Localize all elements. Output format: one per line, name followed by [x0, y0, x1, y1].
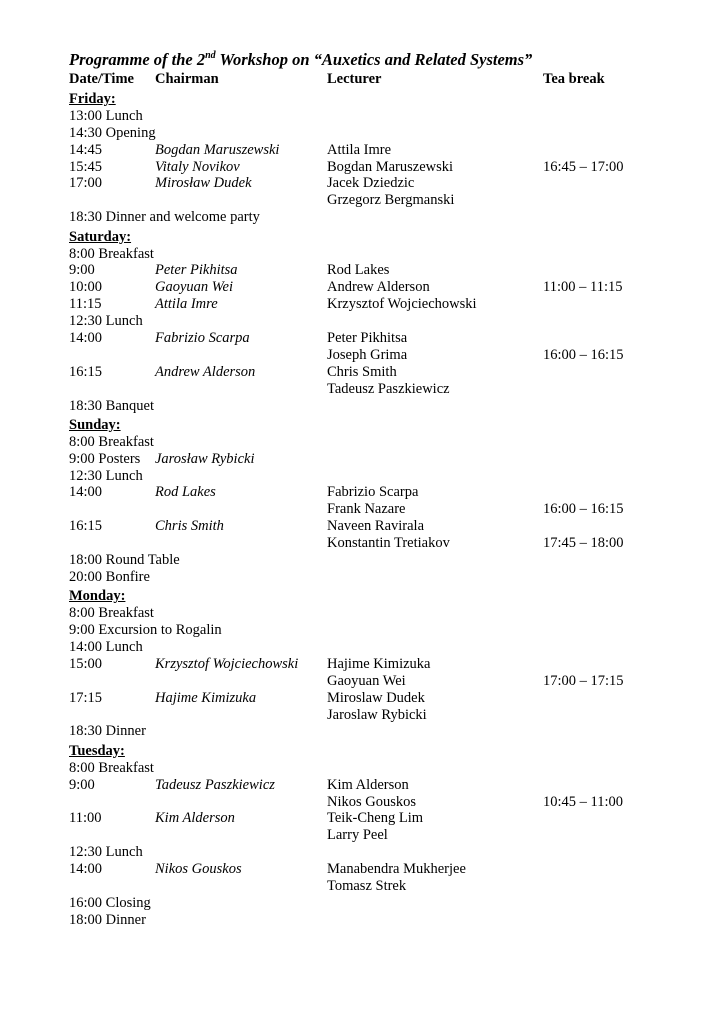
schedule-chairman: Nikos Gouskos [155, 861, 242, 878]
title-superscript: nd [205, 50, 216, 61]
schedule-row [69, 844, 689, 861]
schedule-time: 8:00 Breakfast [69, 433, 154, 450]
programme-document [69, 50, 689, 929]
day-section [69, 417, 689, 586]
schedule-chairman: Peter Pikhitsa [155, 262, 238, 279]
schedule-row [69, 912, 689, 929]
schedule-time: 8:00 Breakfast [69, 605, 154, 622]
schedule-row [69, 552, 689, 569]
header-date-time: Date/Time [69, 71, 134, 87]
schedule-row [69, 760, 689, 777]
schedule-lecturer: Jacek Dziedzic [327, 175, 415, 192]
schedule-lecturer: Tomasz Strek [327, 877, 407, 894]
day-heading: Sunday: [69, 416, 121, 433]
day-section [69, 743, 689, 929]
schedule-lecturer: Chris Smith [327, 363, 397, 380]
schedule-chairman: Attila Imre [155, 296, 218, 313]
schedule-lecturer: Naveen Ravirala [327, 518, 425, 535]
schedule-row [69, 535, 689, 552]
schedule-time: 16:00 Closing [69, 894, 151, 911]
schedule-lecturer: Miroslaw Dudek [327, 689, 425, 706]
schedule-lecturer: Krzysztof Wojciechowski [327, 296, 477, 313]
schedule-time: 9:00 [69, 776, 95, 793]
schedule-row [69, 364, 689, 381]
schedule-row [69, 777, 689, 794]
schedule-tea-break: 16:45 – 17:00 [543, 158, 624, 175]
schedule-lecturer: Bogdan Maruszewski [327, 158, 454, 175]
schedule-row [69, 159, 689, 176]
schedule-row [69, 381, 689, 398]
schedule-tea-break: 16:00 – 16:15 [543, 501, 624, 518]
schedule-lecturer: Andrew Alderson [327, 279, 430, 296]
schedule-row [69, 878, 689, 895]
schedule-row [69, 827, 689, 844]
schedule-row [69, 108, 689, 125]
schedule-row [69, 518, 689, 535]
schedule-row [69, 175, 689, 192]
schedule-lecturer: Manabendra Mukherjee [327, 861, 466, 878]
schedule-chairman: Fabrizio Scarpa [155, 329, 250, 346]
schedule-time: 14:30 Opening [69, 124, 156, 141]
schedule-row [69, 673, 689, 690]
schedule-lecturer: Rod Lakes [327, 262, 390, 279]
header-tea-break: Tea break [543, 71, 605, 87]
schedule-lecturer: Konstantin Tretiakov [327, 535, 450, 552]
schedule-time: 17:15 [69, 689, 103, 706]
schedule-chairman: Jarosław Rybicki [155, 450, 255, 467]
schedule-time: 9:00 Excursion to Rogalin [69, 622, 222, 639]
schedule-row [69, 434, 689, 451]
schedule-lecturer: Jaroslaw Rybicki [327, 706, 427, 723]
schedule-chairman: Hajime Kimizuka [155, 689, 257, 706]
schedule-row [69, 569, 689, 586]
schedule-lecturer: Fabrizio Scarpa [327, 484, 419, 501]
schedule-chairman: Krzysztof Wojciechowski [155, 655, 299, 672]
schedule-row [69, 142, 689, 159]
schedule-time: 17:00 [69, 175, 103, 192]
schedule-row [69, 723, 689, 740]
schedule-time: 18:30 Dinner [69, 723, 146, 740]
schedule-tea-break: 11:00 – 11:15 [543, 279, 623, 296]
schedule-lecturer: Peter Pikhitsa [327, 329, 408, 346]
schedule-row [69, 810, 689, 827]
schedule-row [69, 262, 689, 279]
schedule-lecturer: Joseph Grima [327, 346, 408, 363]
schedule-chairman: Bogdan Maruszewski [155, 141, 280, 158]
schedule-row [69, 639, 689, 656]
schedule-time: 14:45 [69, 141, 103, 158]
schedule-row [69, 279, 689, 296]
schedule-tea-break: 16:00 – 16:15 [543, 346, 624, 363]
schedule-time: 15:00 [69, 655, 103, 672]
header-lecturer: Lecturer [327, 71, 382, 87]
schedule-lecturer: Attila Imre [327, 141, 392, 158]
schedule-row [69, 707, 689, 724]
schedule-lecturer: Nikos Gouskos [327, 793, 417, 810]
schedule-time: 9:00 Posters [69, 450, 141, 467]
schedule-time: 9:00 [69, 262, 95, 279]
schedule-row [69, 330, 689, 347]
schedule-time: 16:15 [69, 363, 103, 380]
schedule [69, 91, 689, 929]
schedule-chairman: Andrew Alderson [155, 363, 256, 380]
day-section [69, 588, 689, 740]
schedule-lecturer: Hajime Kimizuka [327, 655, 431, 672]
schedule-time: 14:00 [69, 484, 103, 501]
schedule-time: 20:00 Bonfire [69, 568, 150, 585]
schedule-row [69, 451, 689, 468]
schedule-time: 10:00 [69, 279, 103, 296]
schedule-row [69, 484, 689, 501]
schedule-row [69, 313, 689, 330]
schedule-chairman: Rod Lakes [155, 484, 216, 501]
schedule-chairman: Kim Alderson [155, 810, 235, 827]
schedule-time: 12:30 Lunch [69, 844, 143, 861]
day-section [69, 91, 689, 226]
schedule-row [69, 501, 689, 518]
schedule-row [69, 895, 689, 912]
schedule-lecturer: Grzegorz Bergmanski [327, 192, 455, 209]
schedule-row [69, 296, 689, 313]
schedule-time: 14:00 [69, 329, 103, 346]
schedule-time: 11:00 [69, 810, 102, 827]
schedule-lecturer: Frank Nazare [327, 501, 406, 518]
title-prefix: Programme of the 2 [69, 50, 206, 69]
header-chairman: Chairman [155, 71, 219, 87]
schedule-row [69, 209, 689, 226]
schedule-time: 15:45 [69, 158, 103, 175]
schedule-chairman: Gaoyuan Wei [155, 279, 233, 296]
day-heading: Tuesday: [69, 742, 125, 759]
schedule-lecturer: Gaoyuan Wei [327, 672, 406, 689]
schedule-row [69, 468, 689, 485]
schedule-lecturer: Larry Peel [327, 827, 388, 844]
schedule-tea-break: 17:00 – 17:15 [543, 672, 624, 689]
schedule-time: 14:00 [69, 861, 103, 878]
schedule-row [69, 246, 689, 263]
schedule-row [69, 398, 689, 415]
schedule-lecturer: Kim Alderson [327, 776, 409, 793]
schedule-row [69, 347, 689, 364]
schedule-time: 18:30 Banquet [69, 397, 154, 414]
schedule-time: 14:00 Lunch [69, 639, 143, 655]
schedule-time: 12:30 Lunch [69, 313, 143, 330]
schedule-row [69, 192, 689, 209]
schedule-row [69, 605, 689, 622]
day-heading: Saturday: [69, 228, 132, 245]
schedule-time: 11:15 [69, 296, 102, 313]
schedule-time: 13:00 Lunch [69, 107, 143, 124]
schedule-chairman: Mirosław Dudek [155, 175, 252, 192]
schedule-time: 18:00 Dinner [69, 911, 146, 928]
schedule-row [69, 690, 689, 707]
day-heading: Friday: [69, 91, 116, 107]
schedule-time: 18:30 Dinner and welcome party [69, 209, 260, 226]
schedule-time: 8:00 Breakfast [69, 245, 154, 262]
day-heading: Monday: [69, 588, 126, 605]
schedule-row [69, 622, 689, 639]
schedule-time: 18:00 Round Table [69, 552, 180, 569]
schedule-lecturer: Teik-Cheng Lim [327, 810, 424, 827]
schedule-row [69, 794, 689, 811]
schedule-time: 12:30 Lunch [69, 467, 143, 484]
schedule-tea-break: 10:45 – 11:00 [543, 793, 624, 810]
schedule-time: 16:15 [69, 518, 103, 535]
schedule-lecturer: Tadeusz Paszkiewicz [327, 380, 450, 397]
schedule-chairman: Vitaly Novikov [155, 158, 240, 175]
schedule-row [69, 656, 689, 673]
title-suffix: Workshop on “Auxetics and Related Systems” [215, 50, 533, 69]
column-headers [69, 70, 689, 88]
schedule-row [69, 125, 689, 142]
schedule-tea-break: 17:45 – 18:00 [543, 535, 624, 552]
schedule-time: 8:00 Breakfast [69, 759, 154, 776]
day-section [69, 229, 689, 415]
schedule-row [69, 861, 689, 878]
schedule-chairman: Chris Smith [155, 518, 224, 535]
schedule-chairman: Tadeusz Paszkiewicz [155, 776, 275, 793]
document-title [69, 50, 689, 70]
